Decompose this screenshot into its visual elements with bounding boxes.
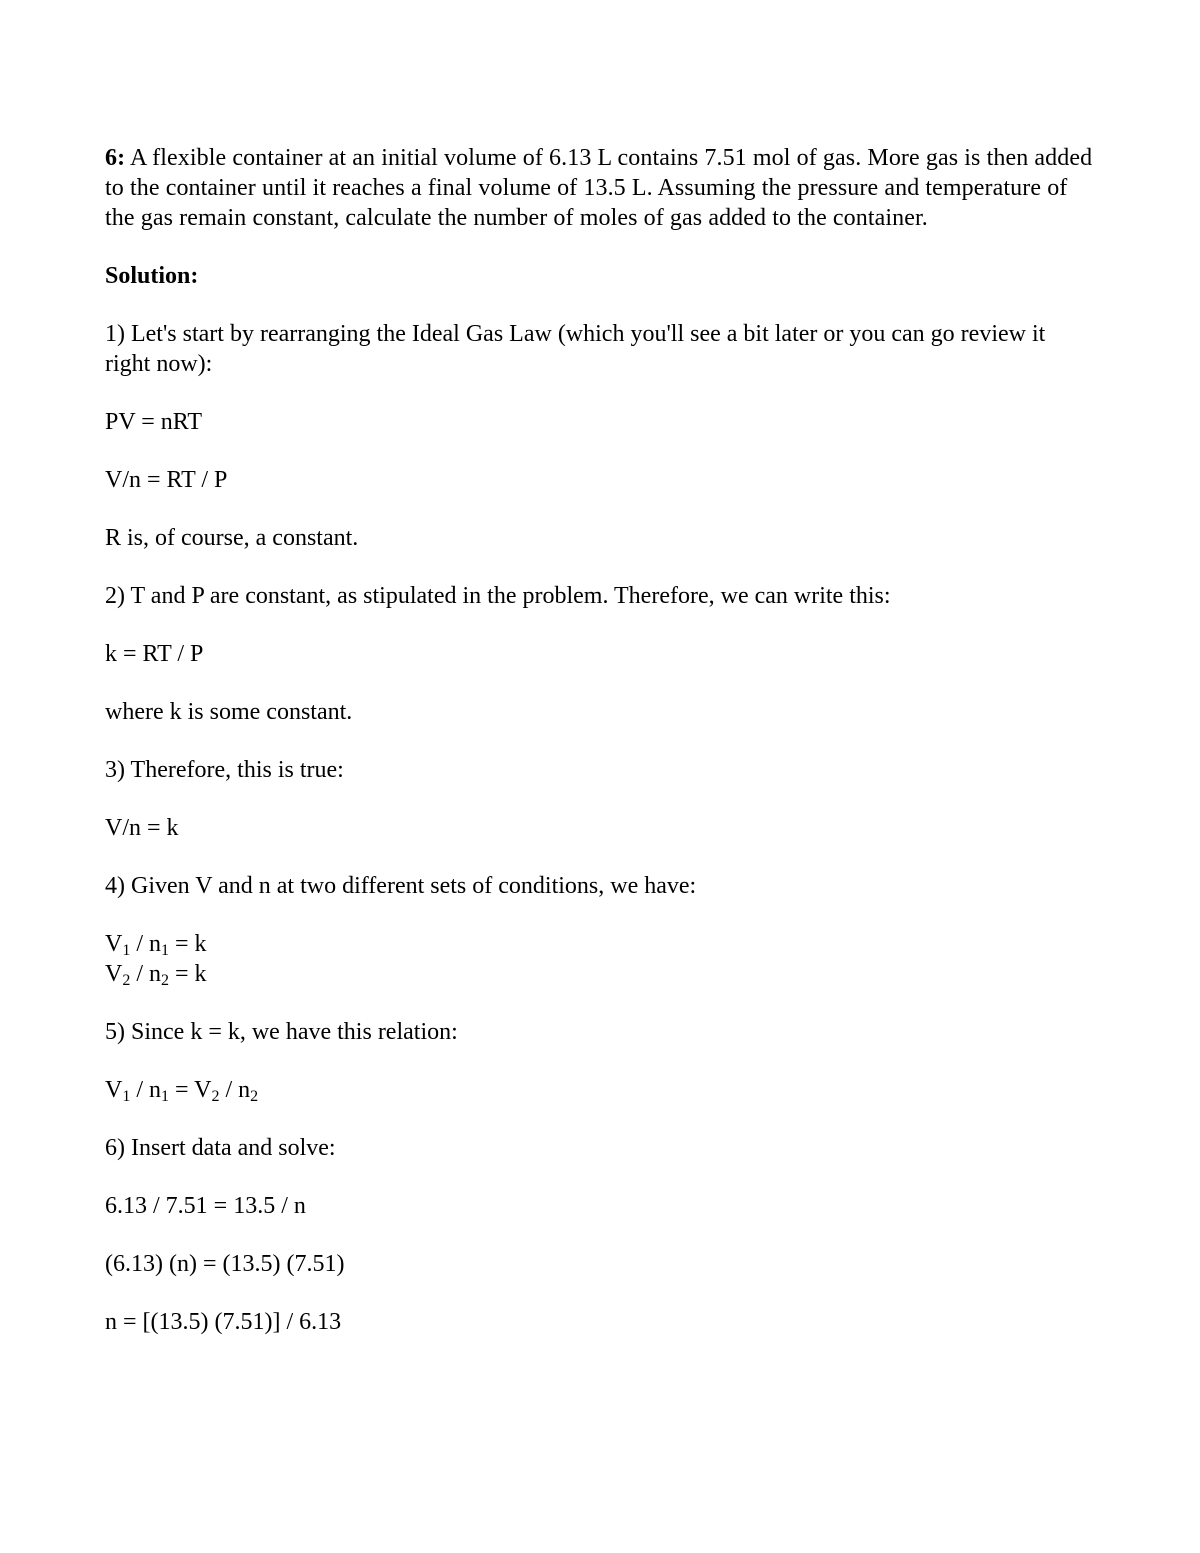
slash: / <box>219 1077 239 1103</box>
symbol-n: n <box>238 1077 251 1103</box>
symbol-n: n <box>149 1077 162 1103</box>
step-3-text: 3) Therefore, this is true: <box>105 757 344 783</box>
document-content <box>105 143 1095 1337</box>
step-2-text: 2) T and P are constant, as stipulated in the problem. Therefore, we can write this: <box>105 583 891 609</box>
equals: = <box>169 1077 195 1103</box>
equation-v-over-n-equals-k: V/n = k <box>105 815 179 841</box>
solution-heading: Solution: <box>105 263 199 289</box>
symbol-v: V <box>105 931 123 957</box>
symbol-n: n <box>149 931 162 957</box>
equation-relation <box>105 1075 1095 1105</box>
symbol-v: V <box>105 961 123 987</box>
symbol-v: V <box>105 1077 123 1103</box>
calculation-3: n = [(13.5) (7.51)] / 6.13 <box>105 1309 342 1335</box>
problem-statement <box>105 143 1095 233</box>
problem-number: 6: <box>105 145 126 171</box>
slash: / <box>130 931 150 957</box>
slash: / <box>130 961 150 987</box>
subscript-2: 2 <box>250 1088 259 1105</box>
slash: / <box>130 1077 150 1103</box>
equation-condition-1 <box>105 929 1095 959</box>
subscript-1: 1 <box>161 942 170 959</box>
symbol-n: n <box>149 961 162 987</box>
equation-ideal-gas-law: PV = nRT <box>105 409 203 435</box>
calculation-1: 6.13 / 7.51 = 13.5 / n <box>105 1193 306 1219</box>
subscript-2: 2 <box>122 972 131 989</box>
step-4-text: 4) Given V and n at two different sets of conditions, we have: <box>105 873 697 899</box>
subscript-1: 1 <box>161 1088 170 1105</box>
step-1-text: 1) Let's start by rearranging the Ideal Gas Law (which you'll see a bit later or you can go review it right now): <box>105 321 1052 377</box>
equation-pair <box>105 929 1095 989</box>
problem-text: A flexible container at an initial volume of 6.13 L contains 7.51 mol of gas. More gas is then added to the container until it reaches a final volume of 13.5 L. Assuming the pressure and temperature of the gas remain constant, calculate the number of moles of gas added to the container. <box>105 145 1093 231</box>
subscript-1: 1 <box>122 1088 131 1105</box>
step-6-text: 6) Insert data and solve: <box>105 1135 336 1161</box>
symbol-v: V <box>194 1077 212 1103</box>
where-k-note: where k is some constant. <box>105 699 353 725</box>
step-5-text: 5) Since k = k, we have this relation: <box>105 1019 458 1045</box>
equation-v-over-n: V/n = RT / P <box>105 467 228 493</box>
subscript-2: 2 <box>161 972 170 989</box>
subscript-1: 1 <box>122 942 131 959</box>
calculation-2: (6.13) (n) = (13.5) (7.51) <box>105 1251 345 1277</box>
equation-k: k = RT / P <box>105 641 204 667</box>
equals-k: = k <box>169 961 207 987</box>
equals-k: = k <box>169 931 207 957</box>
equation-condition-2 <box>105 959 1095 989</box>
r-constant-note: R is, of course, a constant. <box>105 525 359 551</box>
subscript-2: 2 <box>211 1088 220 1105</box>
